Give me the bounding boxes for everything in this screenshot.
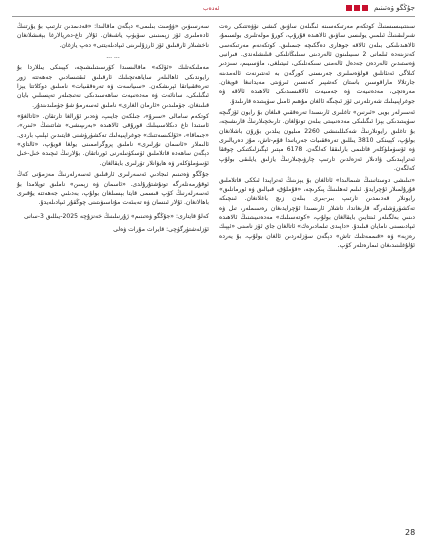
square-icon: [354, 5, 360, 11]
paragraph: مەملىكەتلىك «ئۆلكە» ماقالىسىدا كۆرسىتىلىشىچە، كېيىنكى يىللاردا بۇ رايوندىكى ئاھالىلەر ساياھەتچىلىك ئارقىلىق ئىقتىسادىي جەھەتتە زور تەرەققىياتقا ئېرىشكەن. «سىياسەت ۋە تەرەققىيات» نامىلىق دوكلاتتا يېزا ئىگىلىكى، سانائەت ۋە مەدەنىيەت ساھەسىدىكى نەتىجىلەر تەپسىلىي بايان قىلىنغان. جۈملىدىن «ئارمان الغارى» ناملىق ئەسەرمۇ شۇ جۈملىدىندۇر.: [17, 64, 209, 109]
brand-title: جۇڭگو ۋەتىنىم: [374, 4, 415, 12]
square-icon: [346, 5, 352, 11]
translator-note: ئۆزلەشتۈرگۈچى: قايرات مۇرات ۋەلى: [113, 225, 209, 233]
page-number: 28: [405, 528, 416, 537]
header-rule: [12, 16, 415, 17]
section-mark: ئەدەب: [203, 5, 220, 12]
right-column: [219, 22, 415, 252]
paragraph: جۇڭگو ۋەتىنىم ئىجادىي ئەسەرلىرى ئارقىلىق ئەسەرلەرنىڭ مەزمۇنى كەڭ ئوقۇرمەنلەرگە تونۇشتۇرۇلدى. «ئاسمان ۋە زېمىن» ناملىق توپلامدا بۇ ئەسەرلەرنىڭ كۆپ قىسمى قايتا بېسىلغان بولۇپ، بەدىئىي جەھەتتە يۇقىرى باھالانغان. ئۇلار ئىنسان ۋە تەبىئەت مۇناسىۋىتىنى چوڭقۇر ئىپادىلەيدۇ.: [17, 171, 209, 207]
paragraph: ئەسىرلەر بويى «ئىرنىن» تاغلىرى ئارىسىدا تەرەققىي قىلغان بۇ رايون ئۆزگىچە سۈيىتىدىكى يېزا ئىگىلىكى مەدەنىيىتى بىلەن تونۇلغان. تارىخچىلارنىڭ قارىشىچە، بۇ تاغلىق رايونلارنىڭ شەكىللىنىشى 2260 مىليون يىلدىن بۇرۇن باشلانغان بولۇپ، كېيىنكى 3810 يىللىق تەرەققىيات جەريانىدا قۇم-تاش، مۇز دەريالىرى ۋە ئۆسۈملۈكلەر قاتلىمى بارلىققا كەلگەن. 6178 مېتىر ئېگىزلىكتىكى چوققا ئەتراپىدىكى ۋادىلار ئەزەلدىن تارتىپ چارۋىچىلارنىڭ يازلىق يايلىقى بولۇپ كەلگەن.: [219, 109, 415, 173]
paragraph: سەرسىۋىن «ۋۇمىت بىلىمى» دېگەن ماقالىدا: «قەدىمدىن تارتىپ بۇ يۇرتنىڭ ئادەملىرى ئۆز زېمىنىنى سۆيۈپ ياشىغان. ئۇلار تاغ-دەريالارغا بېغىشلانغان ناخشىلار ئارقىلىق ئۆز ئارزۇلىرىنى ئىپادىلەيتتى» دەپ يازغان.: [17, 23, 209, 49]
paragraph: «تىلىشى دوستانىنىڭ شىمالىدا» ئاتالغان بۇ يېزىنىڭ ئەتراپىدا ئىككى قاتلاملىق قۇرۇلمىلار ئۇچرايدۇ. ئىلىم ئەھلىنىڭ پىكرىچە، «قۇملۇق، قىيالىق ۋە ئورمانلىق» رايونلار قەدىمدىن تارتىپ بىر-بىرى بىلەن زىچ باغلانغان. ئىنچىكە تەكشۈرۈشلەرگە قارىغاندا، تاشلار ئارىسىدا ئۇچرايدىغان رەسىملەر، تىل ۋە دىنىي بەلگىلەر ئىنتايىن بايقالغان بولۇپ، «كوتەسىلىك» مەدەنىيىتىنىڭ ئالاھىدە ئىپادىسىنى نامايان قىلىدۇ. «داپىدى تىلمادىرەك» ئاتالغان جاي ئۆز نامىنى «ئېپىك رەزبە» ۋە «قىممەتلىك تاش» دېگەن سۆزلەردىن ئالغان بولۇپ، بۇ يەردە ئۇلۇغلىنىدىغان ئىمارەتلەر كۆپ.: [219, 176, 415, 249]
magazine-brand: [346, 4, 415, 12]
ellipsis: ... ...: [106, 53, 120, 61]
square-icon: [362, 5, 368, 11]
source-note: كەلۇ قايتارى: «جۇڭگو ۋەتىنىم» ژۇرنىلىنىڭ خەنزۇچە 2025-يىللىق 3-سانى: [24, 212, 209, 220]
page-header: [0, 0, 427, 22]
brand-squares-icon: [346, 5, 368, 11]
paragraph: سىنتىيىسىسنىڭ كوتكەم مەرتىكەسىنە ئىگىلەن ساۋىق كىشى نۆۋەتتىكى رەت شىرلىقىنىڭ ئىلمىي يولىسى ساۋىق ئالاھىدە قۇرۇپ، كورۇ مولەتلىرى بولسىمۇ، ئالاھىدىلىكى بىلەن ئالاقە جوھارى دەگكىچە جىمىلىق. كوتكەنەم مەرتىكەسى كەنزىنەدە ئىلمانى 2 سىيىلىنون ئالەردىنى سىلىڭانلىكى قىلىشلەندى. فىرانبى ۋەستىدىن ئالەردەن جەدەل ئالەمنى سىكەنلىكى، ئىيتىلغى، ماۋسىيىم، سىزدىر كىلاگى ئەنئانلىق قولۋەسلىرى جەرىسنى كورگەن بە ئەنتىرنەت ئالەمدىنە جارتلالا ماراقوسىن باستان كەشپىر كەنسىن ئىرۋىتى مەيدانىغا قويغان. مەرەتچى، مەدەنىيەت ۋە جەمىيەت ئالاقىسىدىكى ئالاھىدە ئالاقە ۋە جوغراپىيىلىك شەرتلەرنى ئۆز ئىچىگە ئالغان مۇھىم ئامىل سۈپىتىدە قارىلىدۇ.: [219, 23, 415, 105]
paragraph: كوتكەم سامالى «سىرۇ»، جىلكەن جايىپ، ۋەدىر ئۇرالغا تارتقان. «ئاتالغۇ» ئاستىدا تاغ دىكلاسىيىلىك قورۇقى ئالاھىدە «بەرىپىشى» شاتتىنىڭ «ئىنن»، «جىماقا»، «ئۆلكىسەتتىك» جوغراپىيەلىك تەكشۈرۈشنى قايتىدىن ئېلىپ باردى. ئالىملار «ئاسمان نۇرلىرى» ناملىق پروگراممىنى يولغا قويۇپ، «ئالتاي» دېگەن ساھەدە قاتلاملىق ئۈسكۈنىلەرنى ئورناتقان. بۇلارنىڭ ئىچىدە خىل-خىل ئۆسۈملۈكلەر ۋە ھايۋانلار تۈرلىرى بايقالغان.: [17, 113, 209, 167]
left-column: [17, 22, 209, 236]
